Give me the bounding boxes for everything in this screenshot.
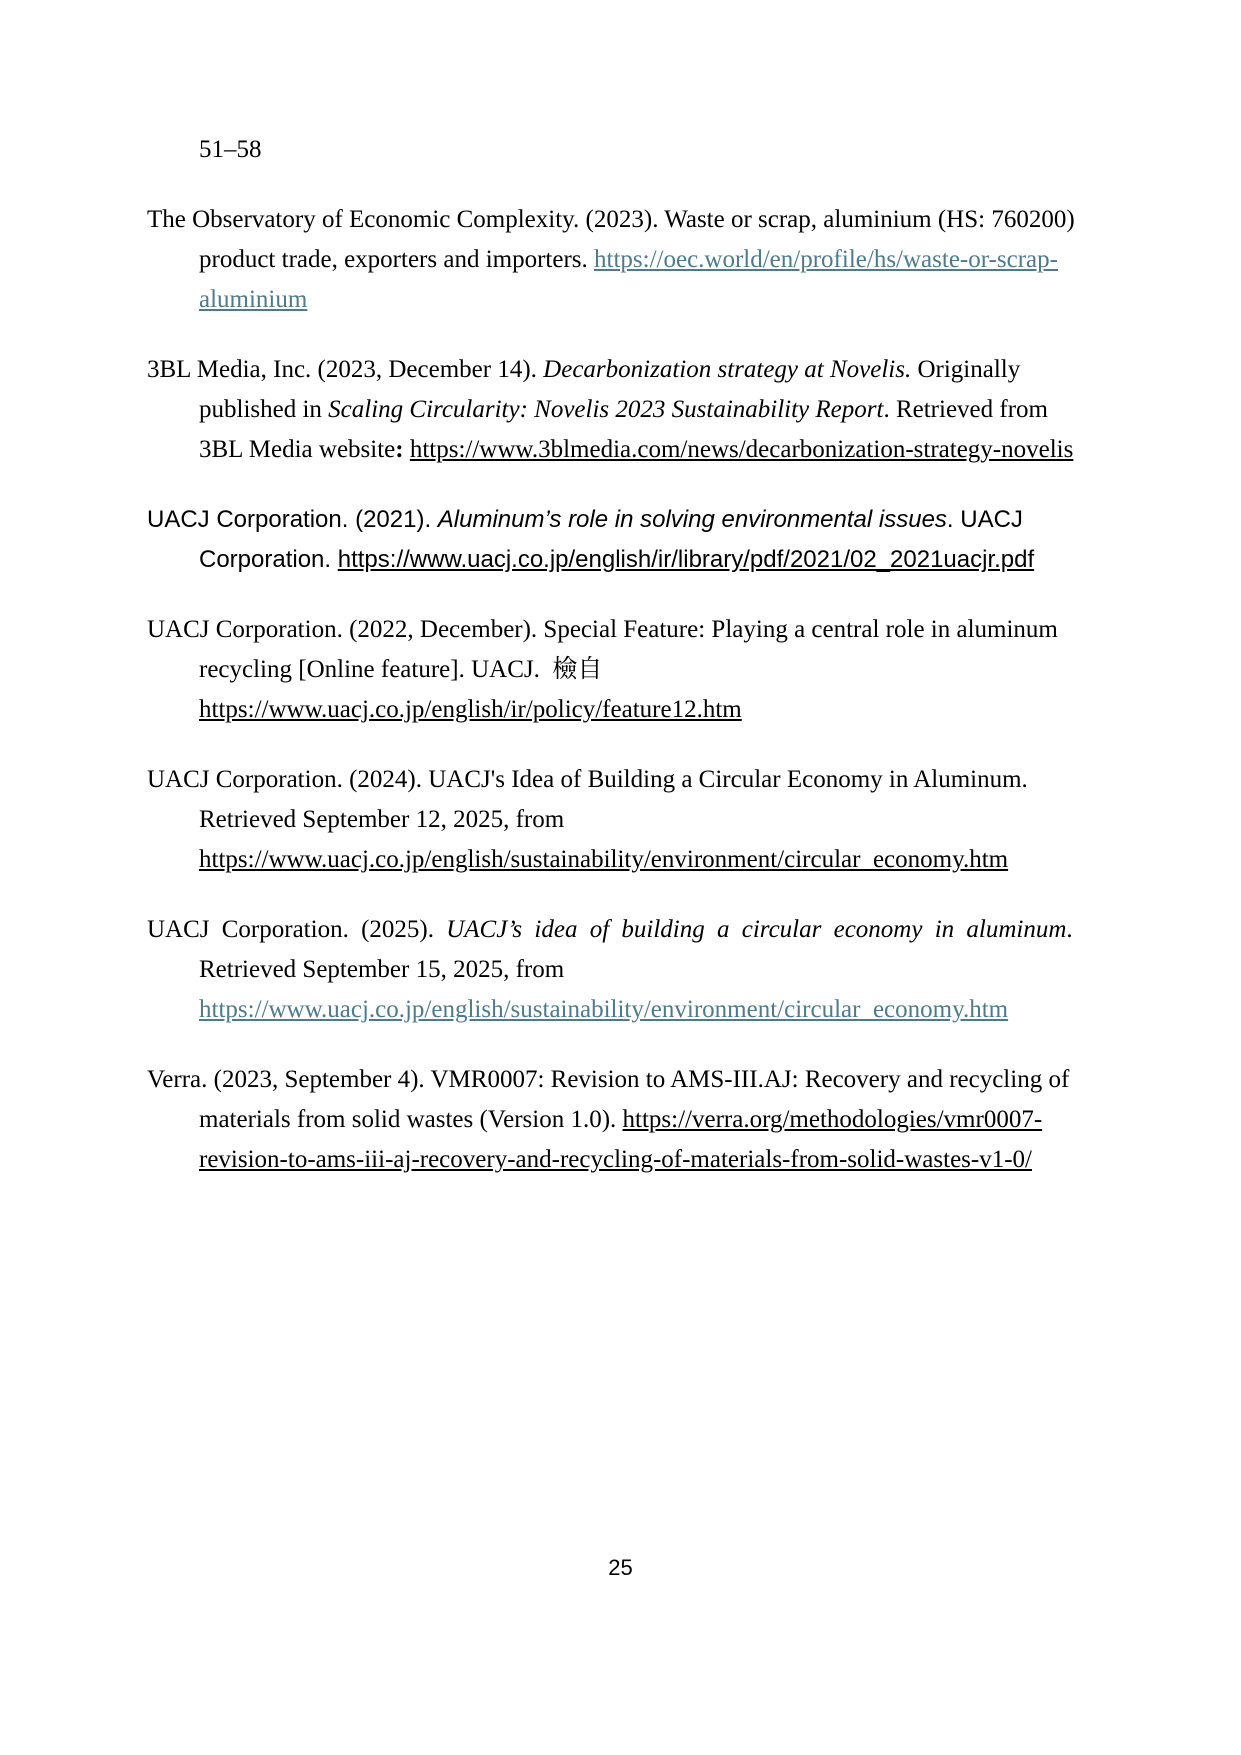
reference-text: UACJ Corporation. (2021).	[147, 506, 438, 533]
work-title-text: UACJ’s idea of building a circular economy in aluminum	[446, 916, 1067, 943]
reference-continuation	[147, 130, 1110, 170]
page-number-text: 25	[608, 1555, 633, 1580]
reference-text: Corporation.	[199, 546, 338, 573]
reference-entries	[147, 200, 1110, 1180]
reference-line	[147, 840, 1110, 880]
page-range-text: 51–58	[199, 136, 262, 163]
reference-link[interactable]: https://verra.org/methodologies/vmr0007-	[622, 1106, 1043, 1133]
references-list	[147, 130, 1110, 1210]
reference-entry	[147, 760, 1110, 880]
reference-text: recycling [Online feature]. UACJ. 檢自	[199, 656, 603, 683]
reference-line	[147, 650, 1110, 690]
reference-line	[147, 500, 1110, 540]
reference-text: UACJ Corporation. (2024). UACJ's Idea of Building a Circular Economy in Aluminum.	[147, 766, 1028, 793]
reference-link[interactable]: https://oec.world/en/profile/hs/waste-or-scrap-	[594, 246, 1058, 273]
reference-line	[147, 760, 1110, 800]
reference-line	[147, 950, 1110, 990]
reference-line	[147, 350, 1110, 390]
reference-text: .	[1066, 916, 1073, 943]
reference-line	[147, 540, 1110, 580]
reference-line	[147, 240, 1110, 280]
reference-link[interactable]: https://www.uacj.co.jp/english/sustainability/environment/circular_economy.htm	[199, 996, 1009, 1023]
reference-text: . Retrieved from	[883, 396, 1048, 423]
reference-entry	[147, 200, 1110, 320]
reference-link[interactable]: https://www.uacj.co.jp/english/ir/policy/feature12.htm	[199, 696, 742, 723]
reference-link[interactable]: https://www.uacj.co.jp/english/sustainability/environment/circular_economy.htm	[199, 846, 1009, 873]
reference-link[interactable]: https://www.uacj.co.jp/english/ir/library/pdf/2021/02_2021uacjr.pdf	[337, 546, 1035, 573]
reference-link[interactable]: revision-to-ams-iii-aj-recovery-and-recycling-of-materials-from-solid-wastes-v1-0/	[199, 1146, 1032, 1173]
reference-line	[147, 280, 1110, 320]
reference-text: . UACJ	[946, 506, 1023, 533]
reference-text: :	[395, 436, 404, 463]
reference-line	[147, 990, 1110, 1030]
reference-text: Retrieved September 15, 2025, from	[199, 956, 565, 983]
reference-text: Originally	[911, 356, 1021, 383]
reference-line	[147, 430, 1110, 470]
reference-line	[147, 390, 1110, 430]
reference-line	[147, 1140, 1110, 1180]
reference-entry	[147, 910, 1110, 1030]
reference-line	[147, 800, 1110, 840]
reference-text: product trade, exporters and importers.	[199, 246, 595, 273]
work-title-text: Aluminum’s role in solving environmental issues	[437, 506, 947, 533]
reference-text: materials from solid wastes (Version 1.0).	[199, 1106, 623, 1133]
reference-text: The Observatory of Economic Complexity. (2023). Waste or scrap, aluminium (HS: 760200)	[147, 206, 1075, 233]
reference-text: Retrieved September 12, 2025, from	[199, 806, 565, 833]
reference-entry	[147, 1060, 1110, 1180]
reference-entry	[147, 500, 1110, 580]
reference-text: Verra. (2023, September 4). VMR0007: Revision to AMS-III.AJ: Recovery and recycling of	[147, 1066, 1070, 1093]
reference-line	[147, 1100, 1110, 1140]
reference-line	[147, 1060, 1110, 1100]
reference-text: 3BL Media website	[199, 436, 396, 463]
page-number	[0, 1555, 1241, 1581]
reference-line	[147, 690, 1110, 730]
reference-line	[147, 910, 1110, 950]
reference-link[interactable]: https://www.3blmedia.com/news/decarbonization-strategy-novelis	[409, 436, 1074, 463]
reference-entry	[147, 350, 1110, 470]
reference-text: UACJ Corporation. (2022, December). Special Feature: Playing a central role in aluminum	[147, 616, 1058, 643]
reference-text: UACJ Corporation. (2025).	[147, 916, 447, 943]
reference-text: published in	[199, 396, 329, 423]
reference-text: 3BL Media, Inc. (2023, December 14).	[147, 356, 544, 383]
work-title-text: Scaling Circularity: Novelis 2023 Sustainability Report	[328, 396, 884, 423]
reference-link[interactable]: aluminium	[199, 286, 308, 313]
reference-entry	[147, 610, 1110, 730]
work-title-text: Decarbonization strategy at Novelis.	[543, 356, 912, 383]
reference-line	[147, 200, 1110, 240]
reference-line	[147, 610, 1110, 650]
